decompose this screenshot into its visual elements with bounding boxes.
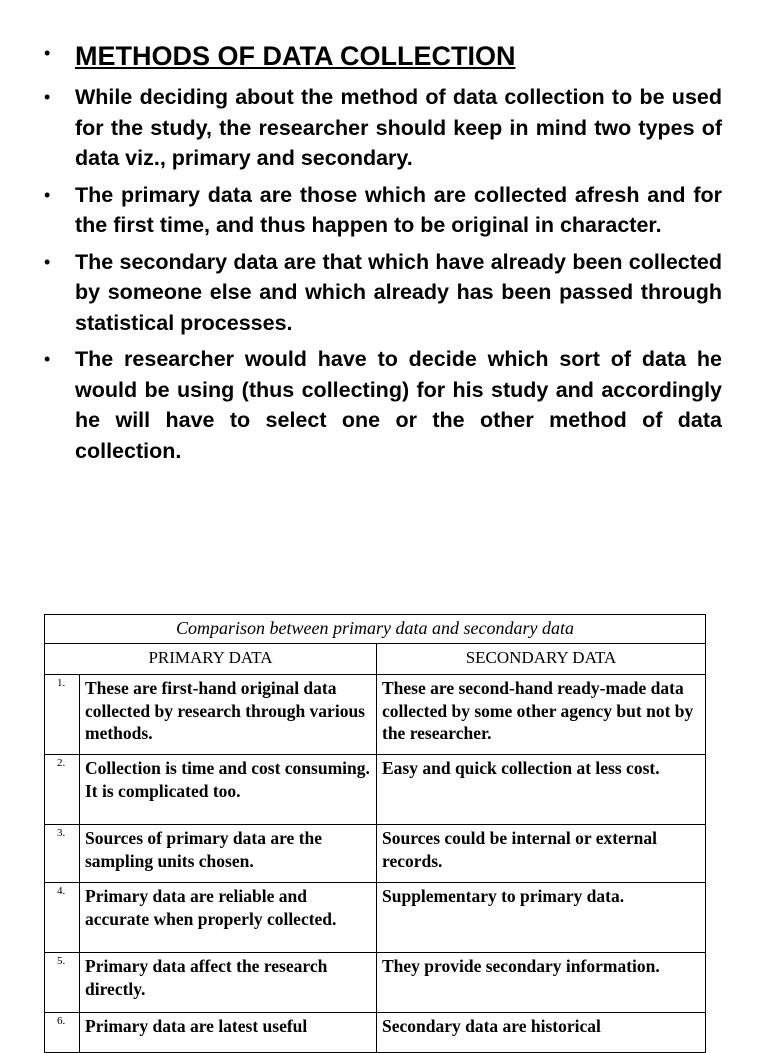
row-number: 4.: [45, 883, 80, 953]
bullet-marker: •: [44, 43, 51, 63]
bullet-text: While deciding about the method of data collection to be used for the study, the researcher should keep in mind two types of data viz., primary and secondary.: [75, 85, 722, 170]
bullet-marker: •: [44, 251, 51, 272]
bullet-item: [44, 180, 722, 241]
primary-cell: Primary data affect the research directly.: [80, 953, 377, 1013]
table-row: [45, 755, 706, 825]
table-caption-row: [45, 615, 706, 644]
primary-cell: Sources of primary data are the sampling units chosen.: [80, 825, 377, 883]
secondary-cell: These are second-hand ready-made data collected by some other agency but not by the researcher.: [377, 675, 706, 755]
bullet-text: The primary data are those which are collected afresh and for the first time, and thus happen to be original in character.: [75, 182, 722, 237]
table-header-row: [45, 644, 706, 675]
bullet-marker: •: [44, 349, 51, 369]
bullet-text: The secondary data are that which have already been collected by someone else and which already has been passed through statistical processes.: [75, 249, 722, 335]
table-row: [45, 1013, 706, 1053]
table-row: [45, 825, 706, 883]
bullet-list: [44, 38, 722, 472]
table-row: [45, 953, 706, 1013]
secondary-cell: Supplementary to primary data.: [377, 883, 706, 953]
comparison-table: [44, 614, 706, 1053]
bullet-item: [44, 38, 722, 74]
row-number: 5.: [45, 953, 80, 1013]
row-number: 1.: [45, 675, 80, 755]
table-row: [45, 675, 706, 755]
row-number: 2.: [45, 755, 80, 825]
secondary-cell: Secondary data are historical: [377, 1013, 706, 1053]
row-number: 6.: [45, 1013, 80, 1053]
table-row: [45, 883, 706, 953]
primary-cell: These are first-hand original data collected by research through various methods.: [80, 675, 377, 755]
primary-cell: Collection is time and cost consuming. It is complicated too.: [80, 755, 377, 825]
bullet-item: [44, 344, 722, 466]
primary-cell: Primary data are reliable and accurate when properly collected.: [80, 883, 377, 953]
bullet-marker: •: [44, 87, 51, 107]
header-secondary: SECONDARY DATA: [377, 644, 706, 675]
bullet-item: [44, 82, 722, 174]
bullet-marker: •: [44, 184, 51, 205]
row-number: 3.: [45, 825, 80, 883]
slide-title: METHODS OF DATA COLLECTION: [75, 41, 516, 71]
secondary-cell: Easy and quick collection at less cost.: [377, 755, 706, 825]
table-caption: Comparison between primary data and secondary data: [45, 615, 706, 644]
bullet-item: [44, 247, 722, 339]
secondary-cell: They provide secondary information.: [377, 953, 706, 1013]
header-primary: PRIMARY DATA: [45, 644, 377, 675]
primary-cell: Primary data are latest useful: [80, 1013, 377, 1053]
bullet-text: The researcher would have to decide which sort of data he would be using (thus collecting) for his study and accordingly he will have to select one or the other method of data collection.: [75, 347, 722, 463]
secondary-cell: Sources could be internal or external records.: [377, 825, 706, 883]
